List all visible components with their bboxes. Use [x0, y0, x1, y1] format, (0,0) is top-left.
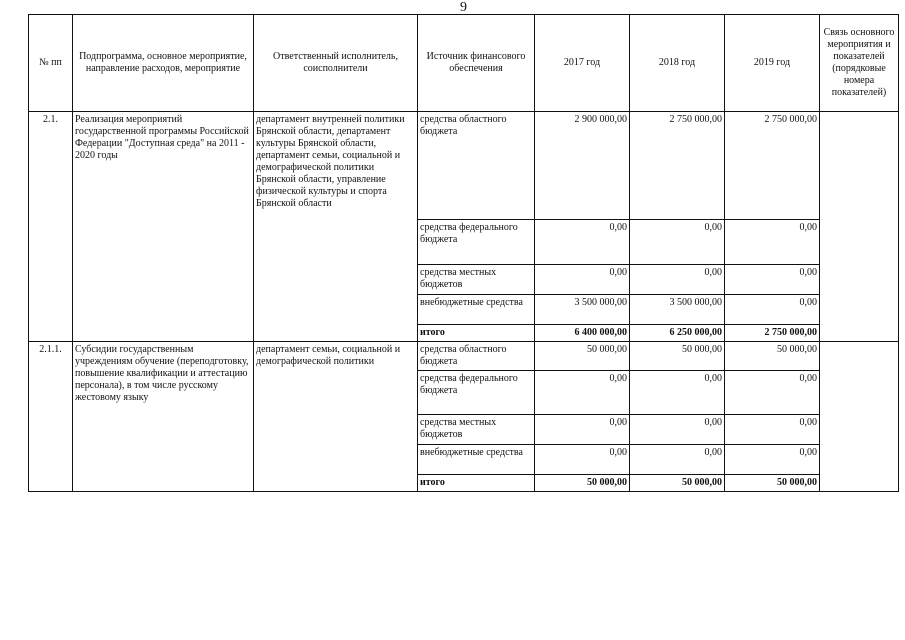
link-cell — [820, 342, 899, 492]
value-2017: 0,00 — [535, 265, 630, 295]
value-2019: 2 750 000,00 — [725, 112, 820, 220]
section-num: 2.1. — [29, 112, 73, 342]
link-cell — [820, 112, 899, 342]
header-row — [29, 15, 899, 112]
financing-table — [28, 14, 899, 492]
header-2017: 2017 год — [535, 15, 630, 112]
header-2018: 2018 год — [630, 15, 725, 112]
value-2019: 0,00 — [725, 445, 820, 475]
value-2019: 50 000,00 — [725, 342, 820, 371]
value-2018: 2 750 000,00 — [630, 112, 725, 220]
value-2018: 0,00 — [630, 445, 725, 475]
value-2018: 50 000,00 — [630, 342, 725, 371]
table-row — [29, 342, 899, 371]
source-cell: средства местных бюджетов — [418, 265, 535, 295]
header-subprogram: Подпрограмма, основное мероприятие, направление расходов, мероприятие — [73, 15, 254, 112]
source-cell: итого — [418, 325, 535, 342]
source-cell: средства федерального бюджета — [418, 220, 535, 265]
value-2018: 6 250 000,00 — [630, 325, 725, 342]
section-executor: департамент семьи, социальной и демографической политики — [254, 342, 418, 492]
value-2017: 50 000,00 — [535, 475, 630, 492]
source-cell: средства областного бюджета — [418, 342, 535, 371]
table-row — [29, 112, 899, 220]
section-num: 2.1.1. — [29, 342, 73, 492]
source-cell: внебюджетные средства — [418, 445, 535, 475]
value-2019: 0,00 — [725, 265, 820, 295]
value-2019: 0,00 — [725, 371, 820, 415]
header-link: Связь основного мероприятия и показателей (порядковые номера показателей) — [820, 15, 899, 112]
header-2019: 2019 год — [725, 15, 820, 112]
value-2017: 2 900 000,00 — [535, 112, 630, 220]
source-cell: итого — [418, 475, 535, 492]
value-2018: 0,00 — [630, 220, 725, 265]
section-executor: департамент внутренней политики Брянской области, департамент культуры Брянской области, департамент семьи, социальной и демографической политики Брянской области, управление физической культуры и спорта Брянской области — [254, 112, 418, 342]
section-name: Реализация мероприятий государственной программы Российской Федерации "Доступная среда" на 2011 - 2020 годы — [73, 112, 254, 342]
source-cell: средства местных бюджетов — [418, 415, 535, 445]
value-2019: 0,00 — [725, 415, 820, 445]
value-2017: 0,00 — [535, 220, 630, 265]
value-2019: 0,00 — [725, 220, 820, 265]
value-2019: 2 750 000,00 — [725, 325, 820, 342]
value-2018: 3 500 000,00 — [630, 295, 725, 325]
value-2017: 0,00 — [535, 415, 630, 445]
header-source: Источник финансового обеспечения — [418, 15, 535, 112]
value-2018: 0,00 — [630, 415, 725, 445]
value-2017: 50 000,00 — [535, 342, 630, 371]
value-2017: 0,00 — [535, 371, 630, 415]
page-number: 9 — [460, 0, 467, 15]
value-2017: 3 500 000,00 — [535, 295, 630, 325]
value-2017: 0,00 — [535, 445, 630, 475]
source-cell: средства федерального бюджета — [418, 371, 535, 415]
header-num: № пп — [29, 15, 73, 112]
header-executor: Ответственный исполнитель, соисполнители — [254, 15, 418, 112]
source-cell: внебюджетные средства — [418, 295, 535, 325]
value-2019: 50 000,00 — [725, 475, 820, 492]
value-2018: 0,00 — [630, 265, 725, 295]
value-2018: 0,00 — [630, 371, 725, 415]
value-2017: 6 400 000,00 — [535, 325, 630, 342]
section-name: Субсидии государственным учреждениям обучение (переподготовку, повышение квалификации и аттестацию персонала), в том числе русскому жестовому языку — [73, 342, 254, 492]
source-cell: средства областного бюджета — [418, 112, 535, 220]
value-2018: 50 000,00 — [630, 475, 725, 492]
value-2019: 0,00 — [725, 295, 820, 325]
